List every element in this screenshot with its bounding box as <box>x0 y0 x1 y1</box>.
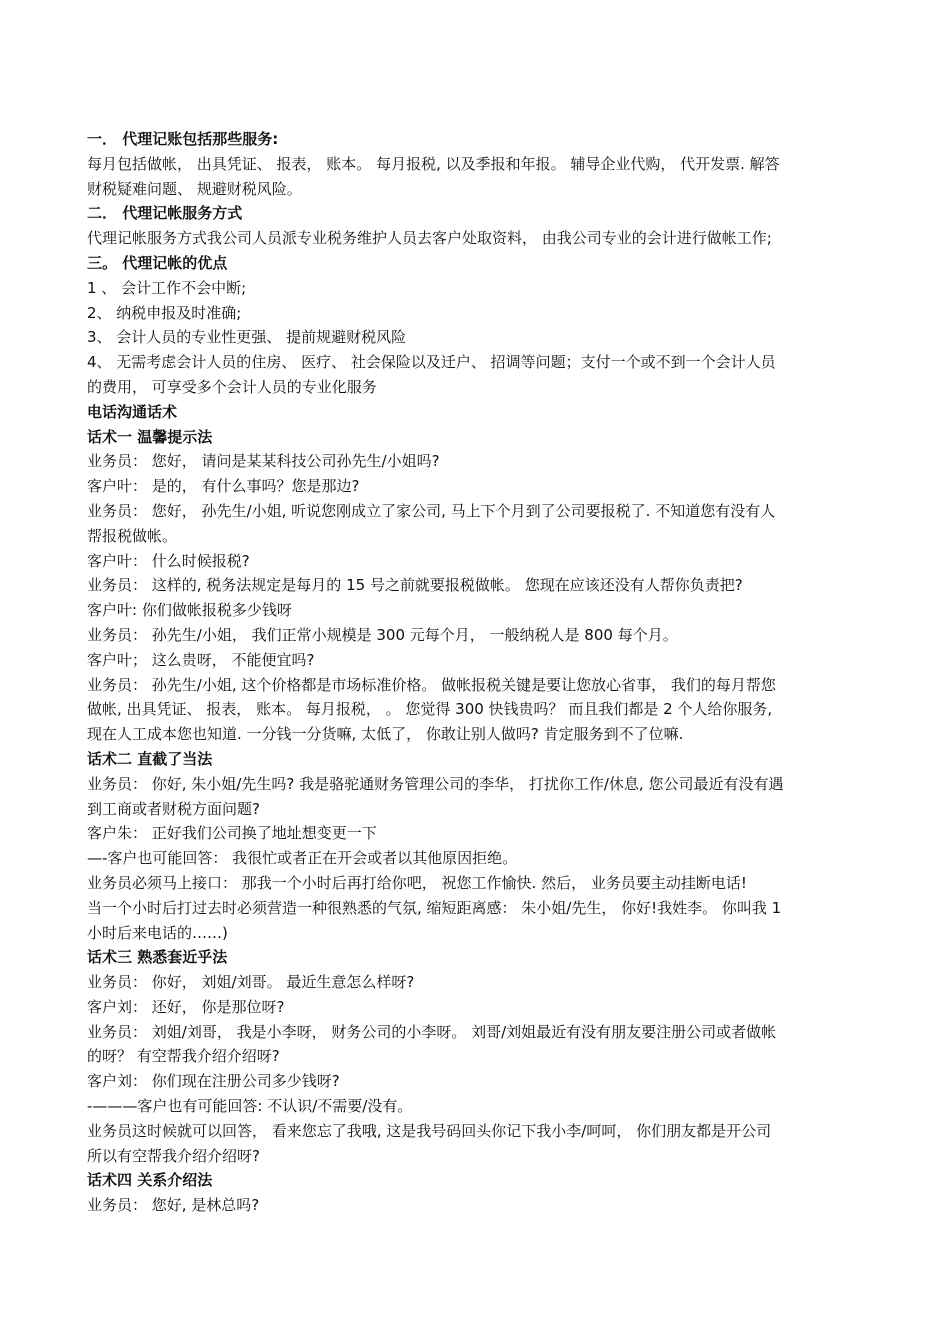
text-line: 业务员： 你好， 刘姐/刘哥。 最近生意怎么样呀? <box>87 973 415 992</box>
text-line: 财税疑难问题、 规避财税风险。 <box>87 179 302 198</box>
text-line: 到工商或者财税方面问题? <box>87 799 260 818</box>
text-line: 2、 纳税申报及时准确; <box>87 303 242 322</box>
section-heading: 一． 代理记账包括那些服务: <box>87 130 279 148</box>
text-line: 每月包括做帐， 出具凭证、 报表， 账本。 每月报税, 以及季报和年报。 辅导企业代购， 代开发票. 解答 <box>87 154 780 173</box>
text-line: 代理记帐服务方式我公司人员派专业税务维护人员去客户处取资料， 由我公司专业的会计进行做帐工作; <box>87 229 772 248</box>
text-line: -———客户也有可能回答: 不认识/不需要/没有。 <box>87 1097 413 1116</box>
text-line: 客户叶: 你们做帐报税多少钱呀 <box>87 601 292 620</box>
text-line: 现在人工成本您也知道. 一分钱一分货嘛, 太低了， 你敢让别人做吗? 肯定服务到不了位嘛. <box>87 725 684 744</box>
text-line: 业务员这时候就可以回答， 看来您忘了我哦, 这是我号码回头你记下我小李/呵呵， 你们朋友都是开公司 <box>87 1121 772 1140</box>
text-line: 1 、 会计工作不会中断; <box>87 278 247 297</box>
text-line: 业务员： 孙先生/小姐， 我们正常小规模是 300 元每个月， 一般纳税人是 800 每个月。 <box>87 625 678 644</box>
section-heading: 话术四 关系介绍法 <box>87 1171 213 1190</box>
text-line: 客户刘： 你们现在注册公司多少钱呀? <box>87 1072 340 1091</box>
text-line: 客户刘： 还好， 你是那位呀? <box>87 997 285 1016</box>
text-line: —-客户也可能回答： 我很忙或者正在开会或者以其他原因拒绝。 <box>87 849 518 868</box>
text-line: 客户叶； 这么贵呀， 不能便宜吗? <box>87 650 315 669</box>
text-line: 客户叶： 什么时候报税? <box>87 551 250 570</box>
section-heading: 话术三 熟悉套近乎法 <box>87 948 228 967</box>
text-line: 所以有空帮我介绍介绍呀? <box>87 1146 260 1165</box>
section-heading: 三。 代理记帐的优点 <box>87 253 228 272</box>
text-line: 的呀？ 有空帮我介绍介绍呀? <box>87 1047 280 1066</box>
section-heading: 话术二 直截了当法 <box>87 749 213 768</box>
section-heading: 二． 代理记帐服务方式 <box>87 204 243 223</box>
text-line: 做帐, 出具凭证、 报表， 账本。 每月报税， 。 您觉得 300 快钱贵吗？ 而且我们都是 2 个人给你服务, <box>87 700 773 719</box>
text-line: 业务员： 您好， 孙先生/小姐, 听说您刚成立了家公司, 马上下个月到了公司要报税了. 不知道您有没有人 <box>87 501 776 520</box>
text-line: 业务员必须马上接口： 那我一个小时后再打给你吧， 祝您工作愉快. 然后， 业务员要主动挂断电话! <box>87 873 747 892</box>
text-line: 帮报税做帐。 <box>87 526 178 545</box>
text-line: 客户朱： 正好我们公司换了地址想变更一下 <box>87 824 377 843</box>
text-line: 业务员： 你好, 朱小姐/先生吗? 我是骆驼通财务管理公司的李华， 打扰你工作/休息, 您公司最近有没有遇 <box>87 774 784 793</box>
text-line: 业务员： 孙先生/小姐, 这个价格都是市场标准价格。 做帐报税关键是要让您放心省事， 我们的每月帮您 <box>87 675 776 694</box>
text-line: 3、 会计人员的专业性更强、 提前规避财税风险 <box>87 328 407 347</box>
text-line: 的费用， 可享受多个会计人员的专业化服务 <box>87 377 377 396</box>
section-heading: 电话沟通话术 <box>87 402 178 421</box>
text-line: 业务员： 刘姐/刘哥， 我是小李呀， 财务公司的小李呀。 刘哥/刘姐最近有没有朋友要注册公司或者做帐 <box>87 1022 777 1041</box>
section-heading: 话术一 温馨提示法 <box>87 427 213 446</box>
text-line: 当一个小时后打过去时必须营造一种很熟悉的气氛, 缩短距离感： 朱小姐/先生， 你好!我姓李。 你叫我 1 <box>87 898 782 917</box>
text-line: 业务员： 您好, 是林总吗? <box>87 1196 260 1215</box>
text-line: 客户叶： 是的， 有什么事吗？您是那边? <box>87 477 360 496</box>
text-line: 小时后来电话的……) <box>87 923 228 942</box>
text-line: 业务员： 您好， 请问是某某科技公司孙先生/小姐吗? <box>87 452 440 471</box>
text-line: 业务员： 这样的, 税务法规定是每月的 15 号之前就要报税做帐。 您现在应该还没有人帮你负责把? <box>87 576 743 595</box>
document-body <box>87 127 867 1218</box>
text-line: 4、 无需考虑会计人员的住房、 医疗、 社会保险以及迁户、 招调等问题；支付一个或不到一个会计人员 <box>87 353 776 372</box>
